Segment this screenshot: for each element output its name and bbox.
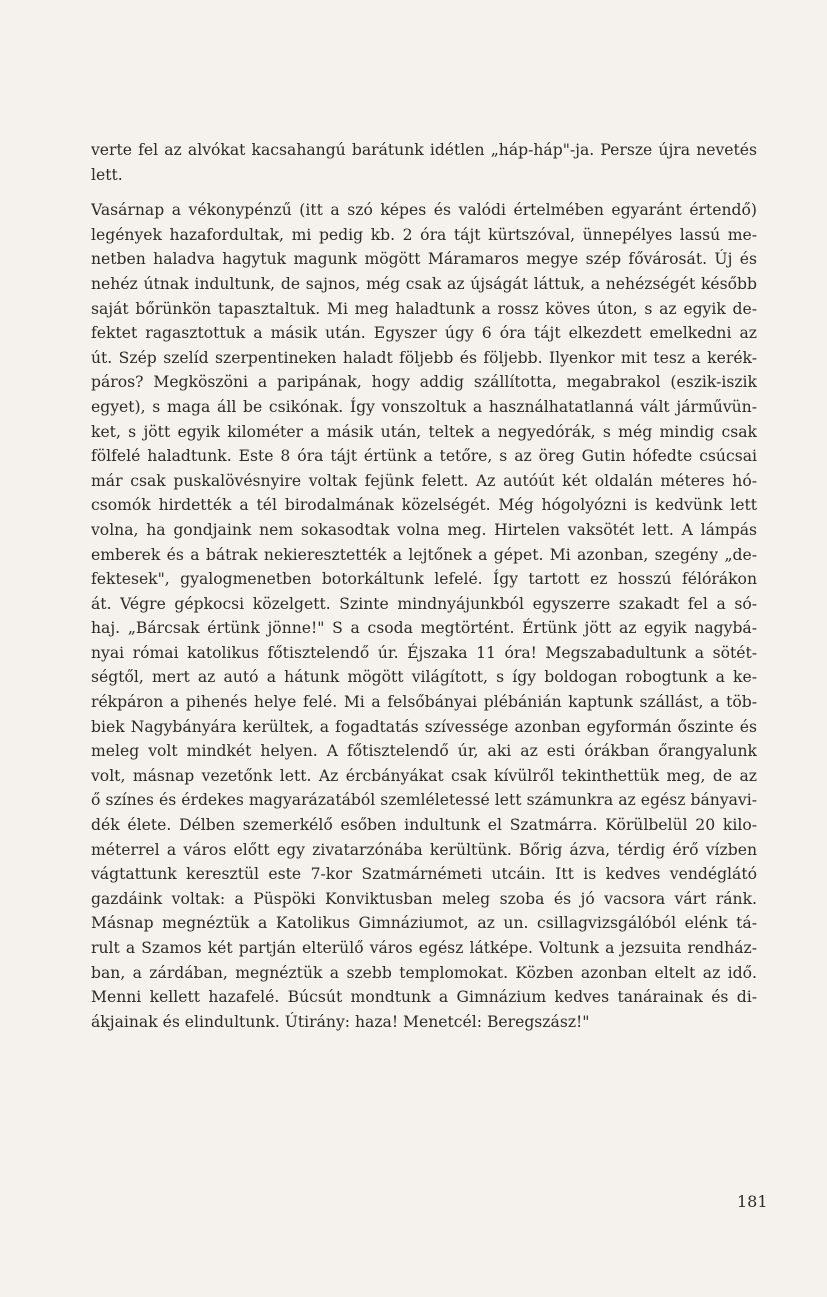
text-line: át. Végre gépkocsi közelgett. Szinte mindnyájunkból egyszerre szakadt fel a só- [91,594,757,613]
paragraph [91,198,757,1034]
text-line: már csak puskalövésnyire voltak fejünk felett. Az autóút két oldalán méteres hó- [91,471,757,490]
page-number: 181 [737,1192,768,1211]
text-line: emberek és a bátrak nekieresztették a lejtőnek a gépet. Mi azonban, szegény „de- [91,545,757,564]
text-line: netben haladva hagytuk magunk mögött Máramaros megye szép fővárosát. Új és [91,250,757,269]
text-line: ségtől, mert az autó a hátunk mögött világított, s így boldogan robogtunk a ke- [91,668,757,687]
paragraph [91,138,757,187]
text-line: méterrel a város előtt egy zivatarzónába kerültünk. Bőrig ázva, térdig érő vízben [91,840,757,859]
text-line: ban, a zárdában, megnéztük a szebb templomokat. Közben azonban eltelt az idő. [91,963,757,982]
text-line: fölfelé haladtunk. Este 8 óra tájt értünk a tetőre, s az öreg Gutin hófedte csúcsai [91,447,757,466]
paragraph-gap [91,187,757,198]
text-line: volna, ha gondjaink nem sokasodtak volna meg. Hirtelen vaksötét lett. A lámpás [91,520,757,539]
text-line: út. Szép szelíd szerpentineken haladt följebb és följebb. Ilyenkor mit tesz a kerék- [91,348,757,367]
text-line: ket, s jött egyik kilométer a másik után, teltek a negyedórák, s még mindig csak [91,422,757,441]
text-line: saját bőrünkön tapasztaltuk. Mi meg haladtunk a rossz köves úton, s az egyik de- [91,299,757,318]
text-line: fektesek", gyalogmenetben botorkáltunk lefelé. Így tartott ez hosszú félórákon [91,570,757,589]
text-line: páros? Megköszöni a paripának, hogy addig szállította, megabrakol (eszik-iszik [91,373,757,392]
text-line: gazdáink voltak: a Püspöki Konviktusban meleg szoba és jó vacsora várt ránk. [91,889,757,908]
text-line: haj. „Bárcsak értünk jönne!" S a csoda megtörtént. Értünk jött az egyik nagybá- [91,619,757,638]
text-line: nehéz útnak indultunk, de sajnos, még csak az újságát láttuk, a nehézségét később [91,274,757,293]
text-line: meleg volt mindkét helyen. A főtisztelendő úr, aki az esti órákban őrangyalunk [91,742,757,761]
text-line: ő színes és érdekes magyarázatából szemléletessé lett számunkra az egész bányavi- [91,791,757,810]
text-line: csomók hirdették a tél birodalmának közelségét. Még hógolyózni is kedvünk lett [91,496,757,515]
text-line: Vasárnap a vékonypénzű (itt a szó képes és valódi értelmében egyaránt értendő) [91,201,757,220]
text-line: legények hazafordultak, mi pedig kb. 2 óra tájt kürtszóval, ünnepélyes lassú me- [91,225,757,244]
text-line: volt, másnap vezetőnk lett. Az ércbányákat csak kívülről tekinthettük meg, de az [91,766,757,785]
text-line: verte fel az alvókat kacsahangú barátunk idétlen „háp-háp"-ja. Persze újra nevetés [91,141,757,159]
text-line: Menni kellett hazafelé. Búcsút mondtunk a Gimnázium kedves tanárainak és di- [91,988,757,1007]
text-line: vágtattunk keresztül este 7-kor Szatmárnémeti utcáin. Itt is kedves vendéglátó [91,865,757,884]
text-line: dék élete. Délben szemerkélő esőben indultunk el Szatmárra. Körülbelül 20 kilo- [91,816,757,835]
text-line: ákjainak és elindultunk. Útirány: haza! Menetcél: Beregszász!" [91,1012,590,1031]
text-line: lett. [91,165,123,184]
text-line: fektet ragasztottuk a másik után. Egyszer úgy 6 óra tájt elkezdett emelkedni az [91,324,757,343]
text-line: nyai római katolikus főtisztelendő úr. Éjszaka 11 óra! Megszabadultunk a sötét- [91,643,757,662]
text-line: Másnap megnéztük a Katolikus Gimnáziumot, az un. csillagvizsgálóból elénk tá- [91,914,757,933]
text-line: egyet), s maga áll be csikónak. Így vonszoltuk a használhatatlanná vált járművün- [91,397,757,416]
text-line: rékpáron a pihenés helye felé. Mi a felsőbányai plébánián kaptunk szállást, a töb- [91,693,757,712]
body-text [91,138,757,1034]
text-line: rult a Szamos két partján elterülő város egész látképe. Voltunk a jezsuita rendház- [91,939,757,957]
text-line: biek Nagybányára kerültek, a fogadtatás szívessége azonban egyformán őszinte és [91,717,757,736]
